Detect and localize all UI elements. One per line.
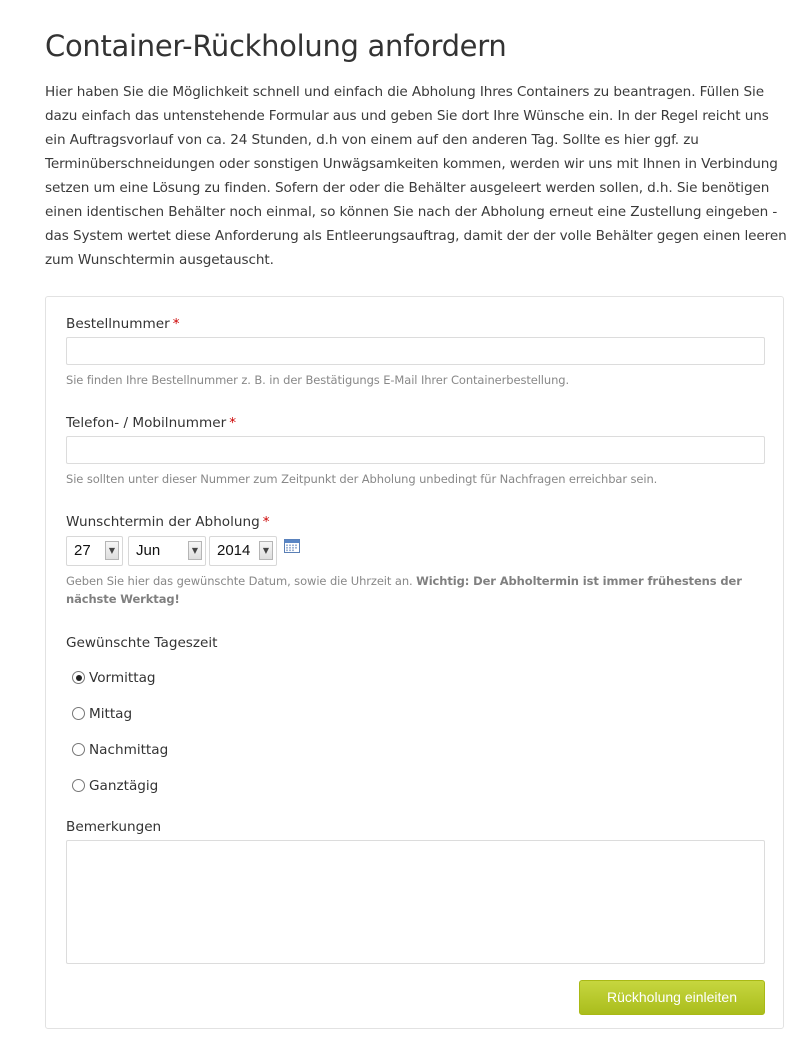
required-mark: * [262, 514, 270, 530]
chevron-down-icon[interactable]: ▼ [188, 541, 202, 560]
order-number-label-text: Bestellnummer [66, 316, 170, 332]
pickup-date-help-text: Geben Sie hier das gewünschte Datum, sowie die Uhrzeit an. [66, 574, 417, 588]
calendar-icon[interactable] [284, 539, 300, 553]
order-number-help: Sie finden Ihre Bestellnummer z. B. in der Bestätigungs E-Mail Ihrer Containerbestellung. [66, 373, 570, 387]
chevron-down-icon[interactable]: ▼ [105, 541, 119, 560]
radio-button[interactable] [72, 779, 85, 792]
required-mark: * [229, 415, 237, 431]
pickup-date-label [66, 512, 270, 532]
year-select[interactable] [209, 536, 277, 566]
order-number-input[interactable] [66, 337, 765, 365]
radio-button[interactable] [72, 707, 85, 720]
radio-button[interactable] [72, 743, 85, 756]
intro-text: Hier haben Sie die Möglichkeit schnell und einfach die Abholung Ihres Containers zu beantragen. Füllen Sie dazu einfach das untenstehende Formular aus und geben Sie dort Ihre Wünsche ein. In der Regel reicht uns ein Auftragsvorlauf von ca. 24 Stunden, d.h von einem auf den anderen Tag. Sollte es hier ggf. zu Terminüberschneidungen oder sonstigen Unwägsamkeiten kommen, werden wir uns mit Ihnen in Verbindung setzen um eine Lösung zu finden. Sofern der oder die Behälter ausgeleert werden sollen, d.h. Sie benötigen einen identischen Behälter noch einmal, so können Sie nach der Abholung erneut eine Zustellung eingeben - das System wertet diese Anforderung als Entleerungsauftrag, damit der der volle Behälter gegen einen leeren zum Wunschtermin ausgetauscht. [45, 84, 787, 268]
year-select-value: 2014 [217, 542, 251, 559]
radio-label: Vormittag [89, 670, 156, 686]
radio-label: Ganztägig [89, 778, 159, 794]
pickup-date-help-important: Wichtig: Der Abholtermin ist immer frühestens der nächste Werktag! [66, 574, 742, 606]
required-mark: * [172, 316, 180, 332]
order-number-label [66, 314, 179, 334]
radio-label: Nachmittag [89, 742, 169, 758]
month-select-value: Jun [136, 542, 161, 559]
pickup-date-help [66, 572, 756, 608]
phone-input[interactable] [66, 436, 765, 464]
pickup-request-form [45, 296, 784, 1029]
phone-label [66, 413, 236, 433]
remarks-label: Bemerkungen [66, 819, 162, 835]
radio-label: Mittag [89, 706, 133, 722]
page-title: Container-Rückholung anfordern [45, 29, 507, 63]
phone-help: Sie sollten unter dieser Nummer zum Zeitpunkt der Abholung unbedingt für Nachfragen erreichbar sein. [66, 472, 658, 486]
submit-button[interactable]: Rückholung einleiten [579, 980, 765, 1015]
month-select[interactable] [128, 536, 206, 566]
radio-button[interactable] [72, 671, 85, 684]
pickup-date-label-text: Wunschtermin der Abholung [66, 514, 260, 530]
day-select[interactable] [66, 536, 123, 566]
time-of-day-label: Gewünschte Tageszeit [66, 635, 218, 651]
phone-label-text: Telefon- / Mobilnummer [66, 415, 227, 431]
chevron-down-icon[interactable]: ▼ [259, 541, 273, 560]
day-select-value: 27 [74, 542, 91, 559]
remarks-textarea[interactable] [66, 840, 765, 964]
